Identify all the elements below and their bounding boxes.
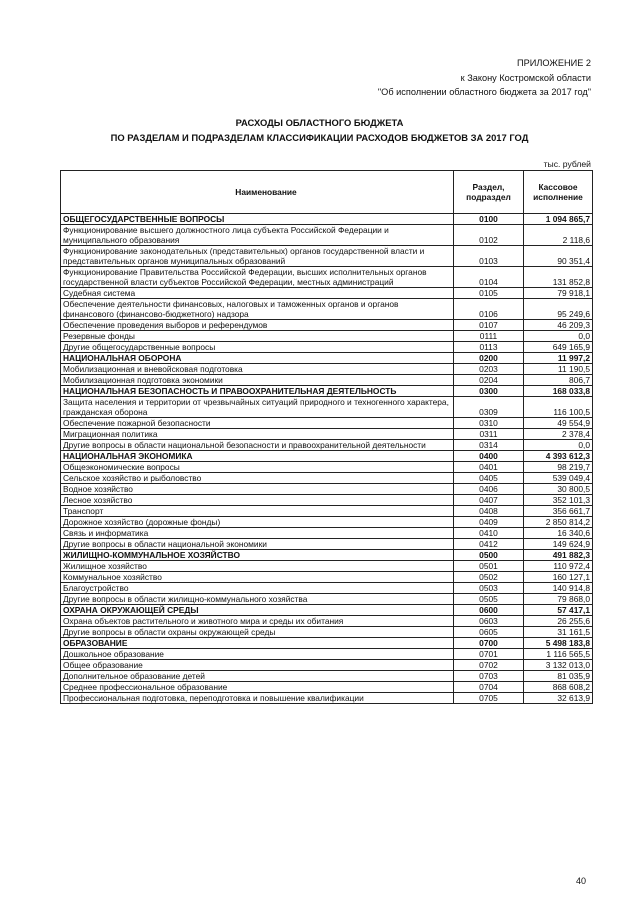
row-name: Функционирование законодательных (представительных) органов государственной власти и представительных органов муниципальных образований [61,246,454,267]
row-name: Лесное хозяйство [61,495,454,506]
row-name: Дорожное хозяйство (дорожные фонды) [61,517,454,528]
table-row [61,539,593,550]
row-code: 0701 [454,649,524,660]
row-code: 0703 [454,671,524,682]
row-code: 0309 [454,397,524,418]
row-value: 116 100,5 [524,397,593,418]
document-title [0,115,639,145]
row-name: ОБЩЕГОСУДАРСТВЕННЫЕ ВОПРОСЫ [61,214,454,225]
row-name: Другие общегосударственные вопросы [61,342,454,353]
row-value: 26 255,6 [524,616,593,627]
table-row [61,267,593,288]
row-code: 0412 [454,539,524,550]
table-body [61,214,593,704]
row-name: Связь и информатика [61,528,454,539]
row-code: 0107 [454,320,524,331]
row-name: Судебная система [61,288,454,299]
table-row [61,440,593,451]
row-name: Мобилизационная и вневойсковая подготовка [61,364,454,375]
table-row [61,660,593,671]
row-name: Обеспечение деятельности финансовых, налоговых и таможенных органов и органов финансового (финансово-бюджетного) надзора [61,299,454,320]
row-code: 0605 [454,627,524,638]
table-row [61,462,593,473]
appendix-law-reference: к Закону Костромской области [460,72,591,83]
row-name: Жилищное хозяйство [61,561,454,572]
row-name: ОХРАНА ОКРУЖАЮЩЕЙ СРЕДЫ [61,605,454,616]
row-code: 0105 [454,288,524,299]
row-code: 0203 [454,364,524,375]
row-value: 806,7 [524,375,593,386]
page-number: 40 [575,876,586,886]
row-value: 57 417,1 [524,605,593,616]
row-name: Дополнительное образование детей [61,671,454,682]
table-row [61,364,593,375]
table-row [61,473,593,484]
row-code: 0401 [454,462,524,473]
row-value: 110 972,4 [524,561,593,572]
row-code: 0406 [454,484,524,495]
table-header-row [61,171,593,214]
table-row [61,572,593,583]
row-value: 3 132 013,0 [524,660,593,671]
row-code: 0700 [454,638,524,649]
row-name: ЖИЛИЩНО-КОММУНАЛЬНОЕ ХОЗЯЙСТВО [61,550,454,561]
row-code: 0311 [454,429,524,440]
row-code: 0314 [454,440,524,451]
table-row [61,299,593,320]
row-value: 1 094 865,7 [524,214,593,225]
row-code: 0111 [454,331,524,342]
table-row [61,246,593,267]
row-value: 168 033,8 [524,386,593,397]
row-name: Защита населения и территории от чрезвычайных ситуаций природного и техногенного характера, гражданская оборона [61,397,454,418]
row-code: 0103 [454,246,524,267]
row-value: 352 101,3 [524,495,593,506]
row-code: 0104 [454,267,524,288]
row-code: 0106 [454,299,524,320]
row-value: 2 378,4 [524,429,593,440]
row-value: 0,0 [524,331,593,342]
table-row [61,594,593,605]
table-row [61,288,593,299]
table-row [61,331,593,342]
table-row [61,671,593,682]
row-code: 0409 [454,517,524,528]
section-row [61,605,593,616]
row-name: Другие вопросы в области охраны окружающей среды [61,627,454,638]
row-value: 356 661,7 [524,506,593,517]
row-code: 0200 [454,353,524,364]
row-name: Другие вопросы в области национальной экономики [61,539,454,550]
row-name: Транспорт [61,506,454,517]
row-name: НАЦИОНАЛЬНАЯ БЕЗОПАСНОСТЬ И ПРАВООХРАНИТЕЛЬНАЯ ДЕЯТЕЛЬНОСТЬ [61,386,454,397]
row-value: 79 918,1 [524,288,593,299]
header-name: Наименование [61,171,454,214]
section-row [61,550,593,561]
title-line-1: РАСХОДЫ ОБЛАСТНОГО БЮДЖЕТА [235,117,404,128]
row-name: Мобилизационная подготовка экономики [61,375,454,386]
row-name: Другие вопросы в области национальной безопасности и правоохранительной деятельности [61,440,454,451]
row-value: 16 340,6 [524,528,593,539]
table-row [61,495,593,506]
row-value: 0,0 [524,440,593,451]
row-value: 30 800,5 [524,484,593,495]
row-value: 539 049,4 [524,473,593,484]
expenditure-table [60,170,593,704]
row-value: 95 249,6 [524,299,593,320]
section-row [61,638,593,649]
row-value: 149 624,9 [524,539,593,550]
row-value: 140 914,8 [524,583,593,594]
table-row [61,375,593,386]
table-row [61,583,593,594]
row-name: Дошкольное образование [61,649,454,660]
row-value: 11 190,5 [524,364,593,375]
row-name: Обеспечение пожарной безопасности [61,418,454,429]
row-code: 0100 [454,214,524,225]
row-value: 491 882,3 [524,550,593,561]
row-value: 2 118,6 [524,225,593,246]
row-value: 46 209,3 [524,320,593,331]
table-row [61,682,593,693]
row-name: Миграционная политика [61,429,454,440]
row-code: 0400 [454,451,524,462]
row-name: Среднее профессиональное образование [61,682,454,693]
table-row [61,517,593,528]
row-value: 1 116 565,5 [524,649,593,660]
row-value: 11 997,2 [524,353,593,364]
row-code: 0204 [454,375,524,386]
row-code: 0603 [454,616,524,627]
row-name: Благоустройство [61,583,454,594]
appendix-label: ПРИЛОЖЕНИЕ 2 [517,58,591,68]
row-name: Охрана объектов растительного и животного мира и среды их обитания [61,616,454,627]
row-value: 90 351,4 [524,246,593,267]
section-row [61,451,593,462]
units-label: тыс. рублей [543,159,591,169]
row-value: 31 161,5 [524,627,593,638]
row-name: Функционирование высшего должностного лица субъекта Российской Федерации и муниципального образования [61,225,454,246]
row-code: 0704 [454,682,524,693]
table-row [61,528,593,539]
table-row [61,616,593,627]
row-code: 0407 [454,495,524,506]
row-name: ОБРАЗОВАНИЕ [61,638,454,649]
row-code: 0500 [454,550,524,561]
table-row [61,225,593,246]
row-code: 0102 [454,225,524,246]
row-value: 32 613,9 [524,693,593,704]
row-value: 868 608,2 [524,682,593,693]
row-code: 0410 [454,528,524,539]
row-code: 0702 [454,660,524,671]
row-name: НАЦИОНАЛЬНАЯ ОБОРОНА [61,353,454,364]
appendix-law-title: "Об исполнении областного бюджета за 2017 год" [377,87,591,97]
table-row [61,429,593,440]
row-name: НАЦИОНАЛЬНАЯ ЭКОНОМИКА [61,451,454,462]
table-row [61,484,593,495]
row-value: 131 852,8 [524,267,593,288]
section-row [61,353,593,364]
row-value: 160 127,1 [524,572,593,583]
row-code: 0600 [454,605,524,616]
table-row [61,418,593,429]
table-row [61,649,593,660]
row-name: Обеспечение проведения выборов и референдумов [61,320,454,331]
row-name: Резервные фонды [61,331,454,342]
row-name: Общеэкономические вопросы [61,462,454,473]
row-code: 0502 [454,572,524,583]
row-value: 4 393 612,3 [524,451,593,462]
row-name: Функционирование Правительства Российской Федерации, высших исполнительных органов государственной власти субъектов Российской Федерации, местных администраций [61,267,454,288]
table-row [61,693,593,704]
row-name: Другие вопросы в области жилищно-коммунального хозяйства [61,594,454,605]
header-value: Кассовое исполнение [524,171,593,214]
row-code: 0300 [454,386,524,397]
section-row [61,386,593,397]
section-row [61,214,593,225]
table-row [61,561,593,572]
row-value: 98 219,7 [524,462,593,473]
row-code: 0310 [454,418,524,429]
table-row [61,342,593,353]
row-name: Профессиональная подготовка, переподготовка и повышение квалификации [61,693,454,704]
table-row [61,397,593,418]
row-name: Водное хозяйство [61,484,454,495]
header-code: Раздел, подраздел [454,171,524,214]
row-code: 0503 [454,583,524,594]
title-line-2: ПО РАЗДЕЛАМ И ПОДРАЗДЕЛАМ КЛАССИФИКАЦИИ РАСХОДОВ БЮДЖЕТОВ ЗА 2017 ГОД [110,132,529,143]
row-value: 79 868,0 [524,594,593,605]
row-value: 49 554,9 [524,418,593,429]
appendix-block [378,56,591,100]
table-row [61,506,593,517]
row-code: 0501 [454,561,524,572]
row-name: Коммунальное хозяйство [61,572,454,583]
row-value: 5 498 183,8 [524,638,593,649]
row-code: 0113 [454,342,524,353]
row-code: 0505 [454,594,524,605]
row-code: 0408 [454,506,524,517]
row-value: 649 165,9 [524,342,593,353]
row-code: 0405 [454,473,524,484]
table-row [61,320,593,331]
row-name: Общее образование [61,660,454,671]
row-value: 2 850 814,2 [524,517,593,528]
table-header [61,171,593,214]
row-value: 81 035,9 [524,671,593,682]
row-name: Сельское хозяйство и рыболовство [61,473,454,484]
row-code: 0705 [454,693,524,704]
table-row [61,627,593,638]
